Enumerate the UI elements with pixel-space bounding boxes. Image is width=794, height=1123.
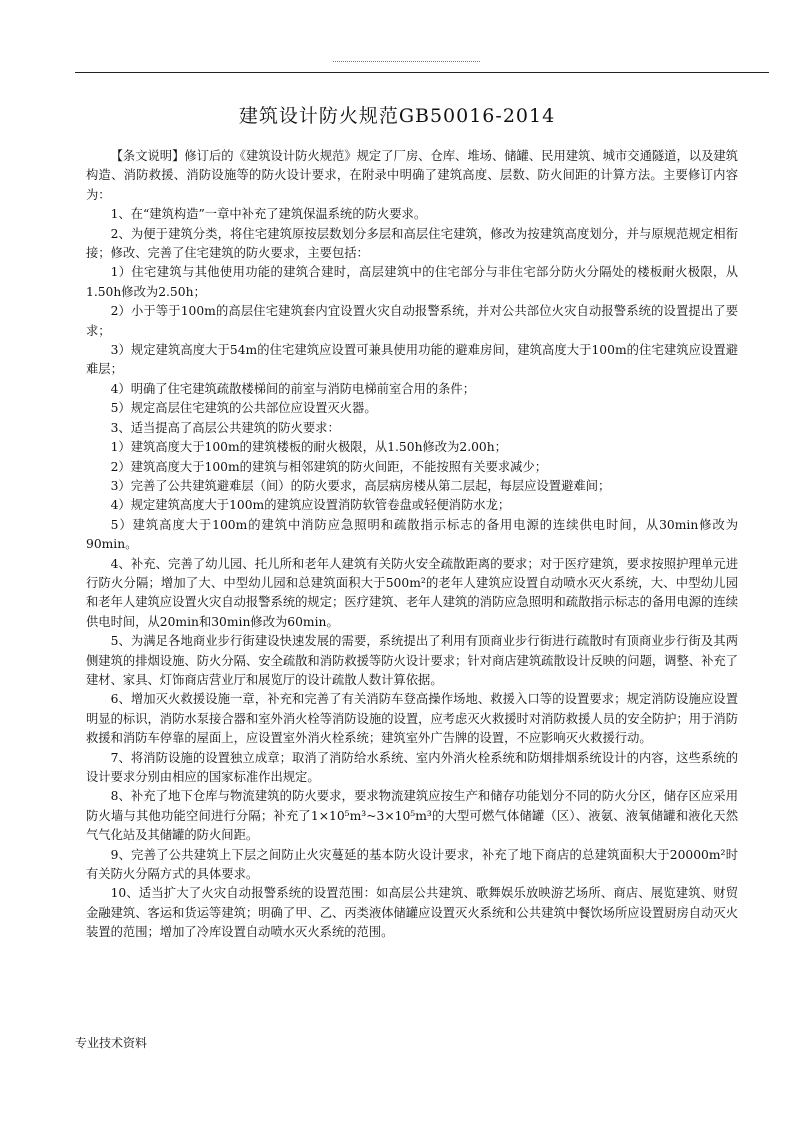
header-rule: [75, 72, 769, 73]
paragraph-3-4: 4）规定建筑高度大于100m的建筑应设置消防软管卷盘或轻便消防水龙；: [110, 498, 511, 513]
paragraph-3-5: 5）建筑高度大于100m的建筑中消防应急照明和疏散指示标志的备用电源的连续供电时间，从30min修改为90min。: [86, 517, 738, 552]
paragraph-3-1: 1）建筑高度大于100m的建筑楼板的耐火极限，从1.50h修改为2.00h；: [110, 440, 507, 455]
footer-label: 专业技术资料: [75, 1036, 148, 1050]
paragraph-3: 3、适当提高了高层公共建筑的防火要求：: [110, 420, 340, 435]
paragraph-2-3: 3）规定建筑高度大于54m的住宅建筑应设置可兼具使用功能的避难房间，建筑高度大于100m的住宅建筑应设置避难层；: [86, 343, 738, 377]
paragraph-4: 4、补充、完善了幼儿园、托儿所和老年人建筑有关防火安全疏散距离的要求；对于医疗建筑，要求按照护理单元进行防火分隔；增加了大、中型幼儿园和总建筑面积大于500m²的老年人建筑应设置自动喷水灭火系统，大、中型幼儿园和老年人建筑应设置火灾自动报警系统的规定；医疗建筑、老年人建筑的消防应急照明和疏散指示标志的备用电源的连续供电时间，从20min和30min修改为60min。: [86, 556, 738, 629]
intro-text: 修订后的《建筑设计防火规范》规定了厂房、仓库、堆场、储罐、民用建筑、城市交通隧道，以及建筑构造、消防救援、消防设施等的防火设计要求，在附录中明确了建筑高度、层数、防火间距的计算方法。主要修订内容为：: [86, 149, 738, 202]
clause-note-tag: 【条文说明】: [110, 149, 185, 163]
paragraph-5: 5、为满足各地商业步行街建设快速发展的需要，系统提出了利用有顶商业步行街进行疏散时有顶商业步行街及其两侧建筑的排烟设施、防火分隔、安全疏散和消防救援等防火设计要求；针对商店建筑疏散设计反映的问题，调整、补充了建材、家具、灯饰商店营业厅和展览厅的设计疏散人数计算依据。: [86, 634, 738, 687]
paragraph-8: 8、补充了地下仓库与物流建筑的防火要求，要求物流建筑应按生产和储存功能划分不同的防火分区，储存区应采用防火墙与其他功能空间进行分隔；补充了1×10⁵m³~3×10⁵m³的大型可燃气体储罐（区）、液氨、液氧储罐和液化天然气气化站及其储罐的防火间距。: [86, 789, 738, 843]
paragraph-2-2: 2）小于等于100m的高层住宅建筑套内宜设置火灾自动报警系统，并对公共部位火灾自动报警系统的设置提出了要求；: [86, 304, 738, 338]
paragraph-2-1: 1）住宅建筑与其他使用功能的建筑合建时，高层建筑中的住宅部分与非住宅部分防火分隔处的楼板耐火极限，从1.50h修改为2.50h；: [86, 265, 738, 299]
page-title: 建筑设计防火规范GB50016-2014: [238, 105, 556, 127]
paragraph-2: 2、为便于建筑分类，将住宅建筑原按层数划分多层和高层住宅建筑，修改为按建筑高度划分，并与原规范规定相衔接；修改、完善了住宅建筑的防火要求，主要包括：: [86, 226, 738, 261]
paragraph-7: 7、将消防设施的设置独立成章；取消了消防给水系统、室内外消火栓系统和防烟排烟系统设计的内容，这些系统的设计要求分别由相应的国家标准作出规定。: [86, 750, 738, 784]
header-dotted-line: [333, 61, 480, 62]
paragraph-1: 1、在“建筑构造”一章中补充了建筑保温系统的防火要求。: [110, 207, 427, 222]
paragraph-10: 10、适当扩大了火灾自动报警系统的设置范围：如高层公共建筑、歌舞娱乐放映游艺场所、商店、展览建筑、财贸金融建筑、客运和货运等建筑；明确了甲、乙、丙类液体储罐应设置灭火系统和公共建筑中餐饮场所应设置厨房自动灭火装置的范围；增加了冷库设置自动喷水灭火系统的范围。: [86, 886, 738, 940]
document-body: [86, 147, 738, 943]
paragraph-9: 9、完善了公共建筑上下层之间防止火灾蔓延的基本防火设计要求，补充了地下商店的总建筑面积大于20000m²时有关防火分隔方式的具体要求。: [86, 847, 738, 882]
paragraph-3-3: 3）完善了公共建筑避难层（间）的防火要求，高层病房楼从第二层起，每层应设置避难间；: [110, 478, 611, 493]
paragraph-2-5: 5）规定高层住宅建筑的公共部位应设置灭火器。: [110, 401, 377, 416]
paragraph-2-4: 4）明确了住宅建筑疏散楼梯间的前室与消防电梯前室合用的条件；: [110, 381, 476, 396]
paragraph-6: 6、增加灭火救援设施一章，补充和完善了有关消防车登高操作场地、救援入口等的设置要求；规定消防设施应设置明显的标识，消防水泵接合器和室外消火栓等消防设施的设置，应考虑灭火救援时对消防救援人员的安全防护；用于消防救援和消防车停靠的屋面上，应设置室外消火栓系统；建筑室外广告牌的设置，不应影响灭火救援行动。: [86, 692, 738, 746]
intro-paragraph: [86, 147, 738, 205]
paragraph-3-2: 2）建筑高度大于100m的建筑与相邻建筑的防火间距，不能按照有关要求减少；: [110, 459, 548, 474]
